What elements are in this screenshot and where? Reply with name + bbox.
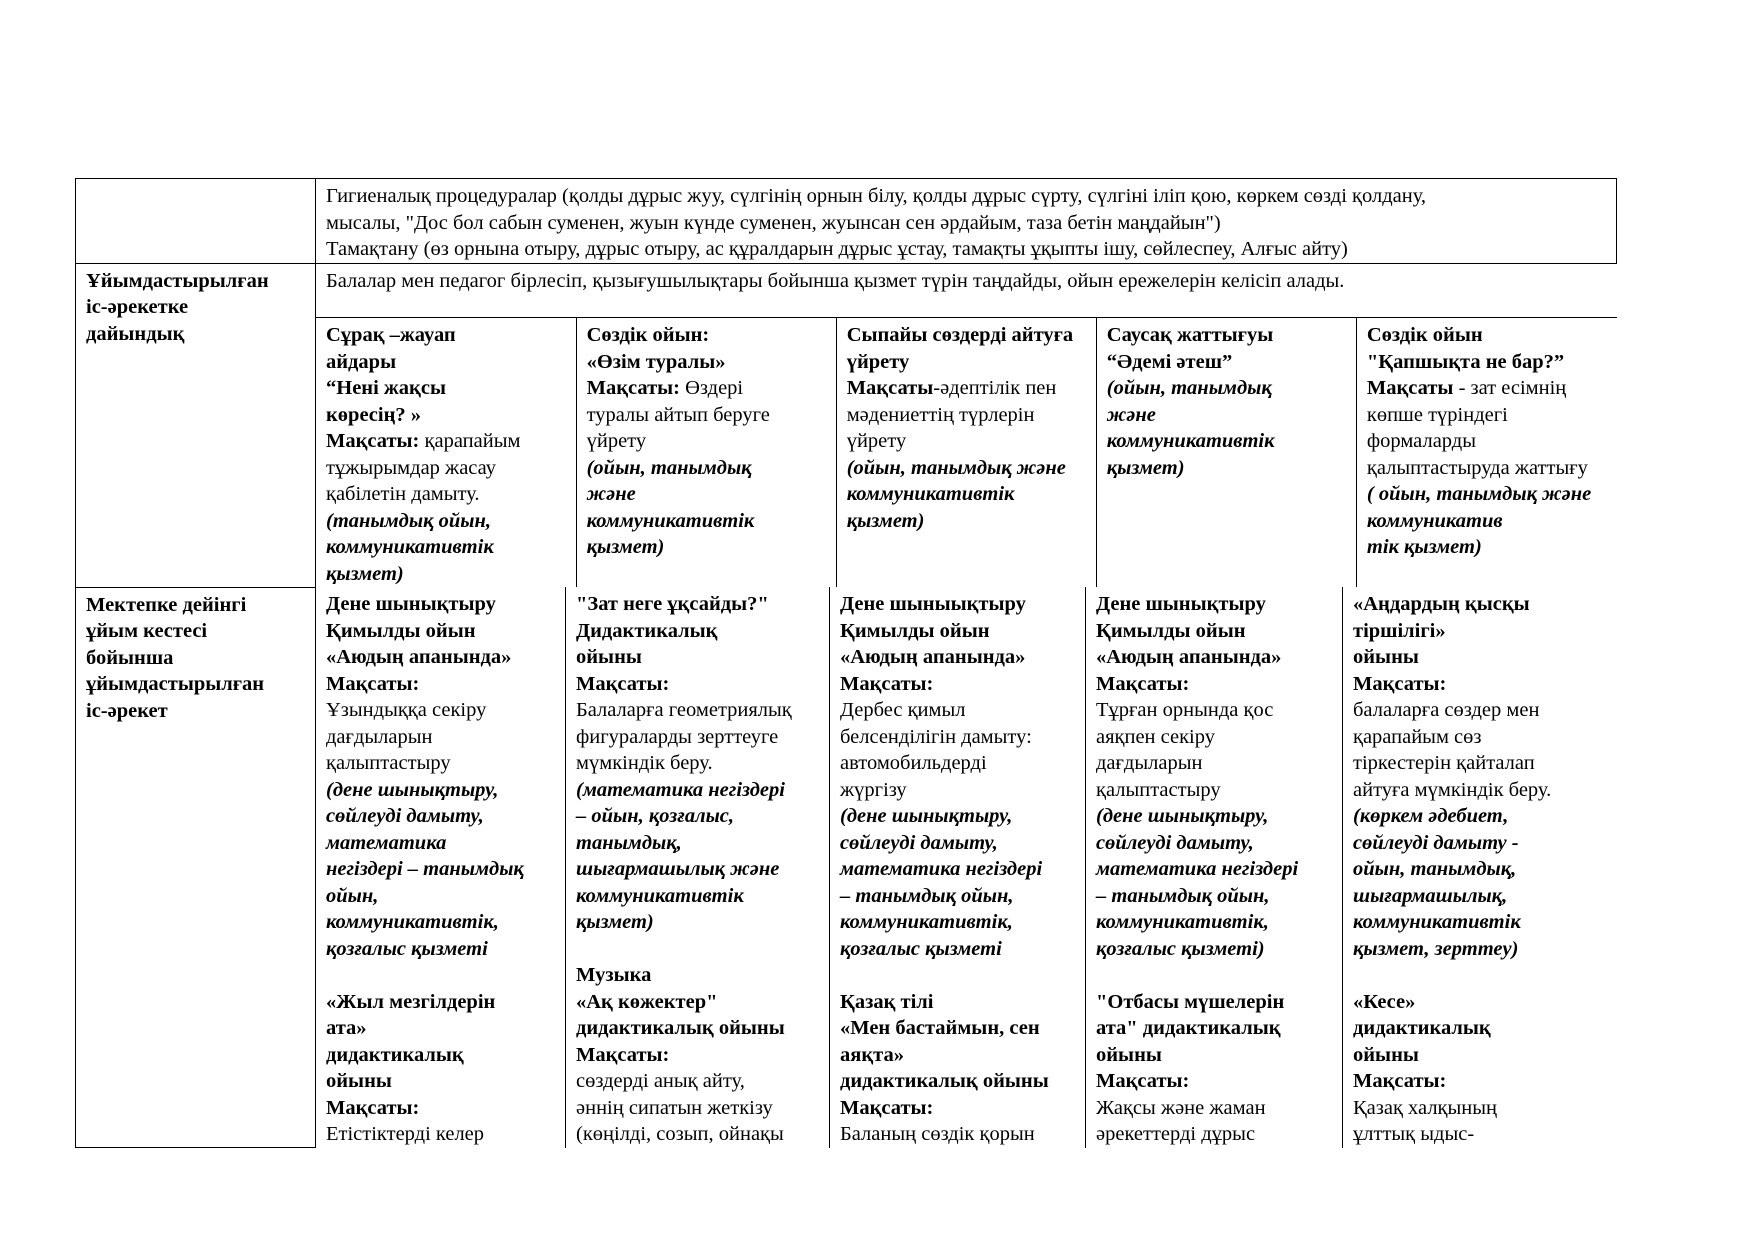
text-line: коммуникативтік bbox=[586, 509, 755, 532]
text-line: (дене шынықтыру, bbox=[840, 805, 1013, 827]
text-line: (танымдық ойын, bbox=[326, 509, 491, 532]
day-cell-3 bbox=[830, 587, 1086, 1148]
text-line: Баланың сөздік қорын bbox=[840, 1123, 1035, 1145]
text-line: аяқпен секіру bbox=[1096, 725, 1215, 748]
text-line: (дене шынықтыру, bbox=[1096, 805, 1269, 827]
organized-activity-row bbox=[76, 587, 1617, 1148]
text-line: Мақсаты: bbox=[326, 430, 420, 452]
activity-cell-3 bbox=[836, 318, 1096, 588]
text-line: коммуникативтік bbox=[326, 536, 494, 558]
text-line: айтуға мүмкіндік беру. bbox=[1353, 778, 1552, 801]
text-line: және bbox=[1106, 403, 1156, 426]
organized-activity-label bbox=[76, 587, 316, 1148]
hygiene-line: мысалы, "Дос бол сабын суменен, жуын күнде суменен, жуынсан сен әрдайым, таза бетін маңдайын") bbox=[326, 211, 1221, 234]
day-cell-5 bbox=[1343, 587, 1617, 1148]
text-line: ойыны bbox=[1096, 1043, 1162, 1066]
text-line: сөйлеуді дамыту, bbox=[1096, 831, 1254, 854]
text-line: «Өзім туралы» bbox=[586, 350, 726, 373]
text-line: Дене шынықтыру bbox=[1096, 593, 1266, 615]
text-line: сөздерді анық айту, bbox=[576, 1070, 745, 1092]
text-line: Мақсаты: bbox=[576, 672, 670, 695]
text-line: әннің сипатын жеткізу bbox=[576, 1096, 773, 1119]
text-line: «Аюдың апанында» bbox=[840, 646, 1026, 668]
text-line: Мақсаты: bbox=[1353, 1070, 1447, 1092]
text-line: іс-әрекетке bbox=[86, 296, 189, 318]
text-line: қызмет) bbox=[326, 562, 404, 585]
text-line: көпше түріндегі bbox=[1366, 403, 1508, 426]
text-line: (ойын, танымдық және bbox=[846, 456, 1066, 479]
text-line: Мақсаты bbox=[1366, 377, 1454, 399]
text-line: – танымдық ойын, bbox=[840, 884, 1014, 907]
text-line: Сөздік ойын bbox=[1366, 324, 1483, 346]
text-line: қызмет) bbox=[846, 509, 925, 532]
text-line: қызмет, зерттеу) bbox=[1353, 937, 1519, 960]
text-line: шығармашылық және bbox=[576, 858, 780, 880]
hygiene-row bbox=[76, 179, 1617, 264]
text-line: ойыны bbox=[576, 646, 642, 668]
text-line: танымдық, bbox=[576, 831, 682, 854]
text-line: Мақсаты: bbox=[1096, 672, 1190, 695]
spacer bbox=[326, 962, 555, 989]
text-line: мәдениеттің түрлерін bbox=[846, 403, 1035, 426]
text-line: "Қапшықта не бар?” bbox=[1366, 350, 1565, 373]
text-line: коммуникативтік, bbox=[840, 911, 1013, 933]
text-line: іс-әрекет bbox=[86, 699, 168, 722]
preparation-label bbox=[76, 263, 316, 587]
text-line: математика негіздері bbox=[1096, 858, 1299, 880]
text-line: коммуникативтік, bbox=[1096, 911, 1269, 933]
text-line: (көркем әдебиет, bbox=[1353, 805, 1509, 827]
text-line: Мақсаты bbox=[846, 377, 934, 399]
text-line: (ойын, танымдық bbox=[586, 456, 752, 479]
spacer bbox=[840, 962, 1075, 989]
text-line: – танымдық ойын, bbox=[1096, 884, 1270, 907]
text-line: дағдыларын bbox=[1096, 752, 1203, 774]
text-line: «Аңдардың қысқы bbox=[1353, 593, 1530, 615]
text-line: математика bbox=[326, 831, 447, 854]
text-line: «Жыл мезгілдерін bbox=[326, 990, 496, 1013]
spacer bbox=[1353, 962, 1611, 989]
text-line: сөйлеуді дамыту - bbox=[1353, 831, 1519, 854]
text-line: қалыптастыру bbox=[1096, 778, 1221, 801]
text-line: коммуникативтік bbox=[846, 483, 1015, 505]
text-line: Мақсаты: bbox=[1353, 672, 1447, 695]
text-line: (математика негіздері bbox=[576, 778, 785, 801]
text-line: сөйлеуді дамыту, bbox=[326, 805, 484, 827]
text-line: Мақсаты: bbox=[326, 672, 420, 695]
text-line: «Кесе» bbox=[1353, 990, 1416, 1013]
text-line: Қазақ тілі bbox=[840, 990, 934, 1013]
text-line: үйрету bbox=[846, 430, 907, 452]
preparation-summary: Балалар мен педагог бірлесіп, қызығушылықтары бойынша қызмет түрін таңдайды, ойын ережелерін келісіп алады. bbox=[316, 264, 1617, 318]
text-line: -әдептілік пен bbox=[933, 377, 1057, 399]
text-line: Ұйымдастырылған bbox=[86, 269, 269, 292]
text-line: «Аюдың апанында» bbox=[1096, 646, 1282, 668]
empty-label-cell bbox=[76, 179, 316, 264]
text-line: дидактикалық bbox=[326, 1043, 464, 1066]
text-line: (ойын, танымдық bbox=[1106, 377, 1272, 399]
text-line: дағдыларын bbox=[326, 725, 433, 748]
day-cell-4 bbox=[1086, 587, 1343, 1148]
text-line: Мақсаты: bbox=[576, 1043, 670, 1066]
text-line: жүргізу bbox=[840, 778, 907, 801]
text-line: мүмкіндік беру. bbox=[576, 752, 713, 774]
text-line: көресің? » bbox=[326, 403, 422, 426]
text-line: қалыптастыруда жаттығу bbox=[1366, 456, 1588, 479]
text-line: Мақсаты: bbox=[326, 1096, 420, 1119]
text-line: "Зат неге ұқсайды?" bbox=[576, 593, 769, 615]
text-line: Дене шынықтыру bbox=[326, 593, 496, 615]
text-line: Мектепке дейінгі bbox=[86, 593, 247, 616]
text-line: Дене шыныықтыру bbox=[840, 593, 1026, 615]
text-line: ойыны bbox=[1353, 646, 1419, 668]
text-line: коммуникативтік bbox=[1106, 430, 1275, 452]
text-line: ұлттық ыдыс- bbox=[1353, 1123, 1475, 1145]
text-line: Өздері bbox=[679, 377, 744, 399]
text-line: шығармашылық, bbox=[1353, 884, 1508, 907]
text-line: Саусақ жаттығуы bbox=[1106, 324, 1274, 346]
text-line: Қазақ халқының bbox=[1353, 1096, 1497, 1119]
text-line: Жақсы және жаман bbox=[1096, 1096, 1266, 1119]
text-line: "Отбасы мүшелерін bbox=[1096, 990, 1285, 1013]
text-line: коммуникатив bbox=[1366, 509, 1503, 532]
text-line: қызмет) bbox=[576, 911, 654, 933]
text-line: коммуникативтік bbox=[1353, 911, 1521, 933]
activity-cell-4 bbox=[1096, 318, 1356, 588]
text-line: қозғалыс қызметі bbox=[326, 937, 488, 960]
spacer bbox=[576, 936, 819, 963]
text-line: ойыны bbox=[1353, 1043, 1419, 1066]
text-line: Ұзындыққа секіру bbox=[326, 699, 487, 721]
text-line: Қимылды ойын bbox=[326, 619, 476, 642]
organized-activity-content bbox=[316, 587, 1617, 1148]
day-cell-1 bbox=[316, 587, 566, 1148]
text-line: ( ойын, танымдық және bbox=[1366, 483, 1592, 505]
text-line: дидактикалық ойыны bbox=[576, 1017, 785, 1039]
text-line: туралы айтып беруге bbox=[586, 403, 770, 426]
text-line: ата" дидактикалық bbox=[1096, 1017, 1281, 1039]
text-line: – ойын, қозғалыс, bbox=[576, 805, 735, 827]
text-line: және bbox=[586, 483, 636, 505]
hygiene-line: Гигиеналық процедуралар (қолды дұрыс жуу, сүлгінің орнын білу, қолды дұрыс сүрту, сүлгіні іліп қою, көркем сөзді қолдану, bbox=[326, 185, 1427, 207]
text-line: - зат есімнің bbox=[1453, 377, 1567, 399]
text-line: тұжырымдар жасау bbox=[326, 456, 496, 479]
text-line: Сөздік ойын: bbox=[586, 324, 710, 346]
text-line: автомобильдерді bbox=[840, 752, 987, 774]
text-line: дидактикалық bbox=[1353, 1017, 1491, 1039]
preparation-row bbox=[76, 263, 1617, 587]
text-line: қызмет) bbox=[1106, 456, 1185, 479]
hygiene-cell bbox=[316, 179, 1617, 264]
text-line: дайындық bbox=[86, 322, 185, 345]
text-line: үйрету bbox=[846, 350, 910, 373]
text-line: ойыны bbox=[326, 1070, 392, 1092]
schedule-table bbox=[75, 178, 1617, 1148]
text-line: ұйым кестесі bbox=[86, 620, 208, 642]
text-line: қарапайым bbox=[419, 430, 521, 452]
text-line: ойын, bbox=[326, 884, 379, 907]
text-line: Сыпайы сөздерді айтуға bbox=[846, 324, 1074, 346]
organized-activity-subtable bbox=[316, 587, 1617, 1148]
text-line: аяқта» bbox=[840, 1043, 904, 1066]
text-line: тіркестерін қайталап bbox=[1353, 752, 1535, 774]
text-line: формаларды bbox=[1366, 430, 1476, 452]
text-line: Музыка bbox=[576, 964, 652, 986]
text-line: Мақсаты: bbox=[840, 672, 934, 695]
text-line: Мақсаты: bbox=[840, 1096, 934, 1119]
spacer bbox=[1096, 962, 1332, 989]
preparation-subtable bbox=[316, 264, 1617, 588]
text-line: бойынша bbox=[86, 646, 174, 669]
nutrition-line: Тамақтану (өз орнына отыру, дұрыс отыру, ас құралдарын дұрыс ұстау, тамақты ұқыпты ішу, сөйлеспеу, Алғыс айту) bbox=[326, 238, 1348, 260]
text-line: коммуникативтік bbox=[576, 884, 744, 907]
text-line: Балаларға геометриялық bbox=[576, 699, 792, 721]
text-line: Етістіктерді келер bbox=[326, 1123, 485, 1145]
text-line: Мақсаты: bbox=[1096, 1070, 1190, 1092]
text-line: белсенділігін дамыту: bbox=[840, 725, 1032, 748]
text-line: коммуникативтік, bbox=[326, 911, 499, 933]
text-line: Тұрған орнында қос bbox=[1096, 699, 1274, 721]
text-line: тік қызмет) bbox=[1366, 536, 1482, 558]
text-line: ата» bbox=[326, 1017, 367, 1039]
activity-cell-2 bbox=[576, 318, 836, 588]
text-line: ойын, танымдық, bbox=[1353, 858, 1517, 880]
text-line: тіршілігі» bbox=[1353, 619, 1446, 642]
text-line: қалыптастыру bbox=[326, 752, 451, 774]
text-line: әрекеттерді дұрыс bbox=[1096, 1123, 1256, 1145]
text-line: қозғалыс қызметі) bbox=[1096, 937, 1265, 960]
text-line: «Мен бастаймын, сен bbox=[840, 1017, 1040, 1039]
activity-cell-5 bbox=[1356, 318, 1616, 588]
text-line: “Әдемі әтеш” bbox=[1106, 350, 1233, 373]
text-line: қабілетін дамыту. bbox=[326, 483, 480, 505]
activity-cell-1 bbox=[316, 318, 576, 588]
text-line: айдары bbox=[326, 350, 397, 373]
text-line: «Аюдың апанында» bbox=[326, 646, 512, 668]
text-line: Мақсаты: bbox=[586, 377, 680, 399]
text-line: фигураларды зерттеуге bbox=[576, 725, 779, 748]
text-line: қарапайым сөз bbox=[1353, 725, 1482, 748]
preparation-content bbox=[316, 263, 1617, 587]
text-line: сөйлеуді дамыту, bbox=[840, 831, 998, 854]
text-line: “Нені жақсы bbox=[326, 377, 446, 399]
text-line: үйрету bbox=[586, 430, 647, 452]
day-cell-2 bbox=[566, 587, 830, 1148]
text-line: қызмет) bbox=[586, 536, 665, 558]
text-line: (көңілді, созып, ойнақы bbox=[576, 1123, 784, 1145]
text-line: қозғалыс қызметі bbox=[840, 937, 1002, 960]
text-line: негіздері – танымдық bbox=[326, 858, 524, 880]
text-line: ұйымдастырылған bbox=[86, 673, 265, 695]
text-line: (дене шынықтыру, bbox=[326, 778, 499, 801]
text-line: Қимылды ойын bbox=[1096, 619, 1246, 642]
text-line: «Ақ көжектер" bbox=[576, 990, 718, 1013]
text-line: Дербес қимыл bbox=[840, 699, 966, 721]
text-line: Дидактикалық bbox=[576, 619, 718, 642]
text-line: дидактикалық ойыны bbox=[840, 1070, 1049, 1092]
text-line: математика негіздері bbox=[840, 858, 1043, 880]
text-line: Қимылды ойын bbox=[840, 619, 990, 642]
text-line: балаларға сөздер мен bbox=[1353, 699, 1540, 721]
text-line: Сұрақ –жауап bbox=[326, 324, 456, 346]
